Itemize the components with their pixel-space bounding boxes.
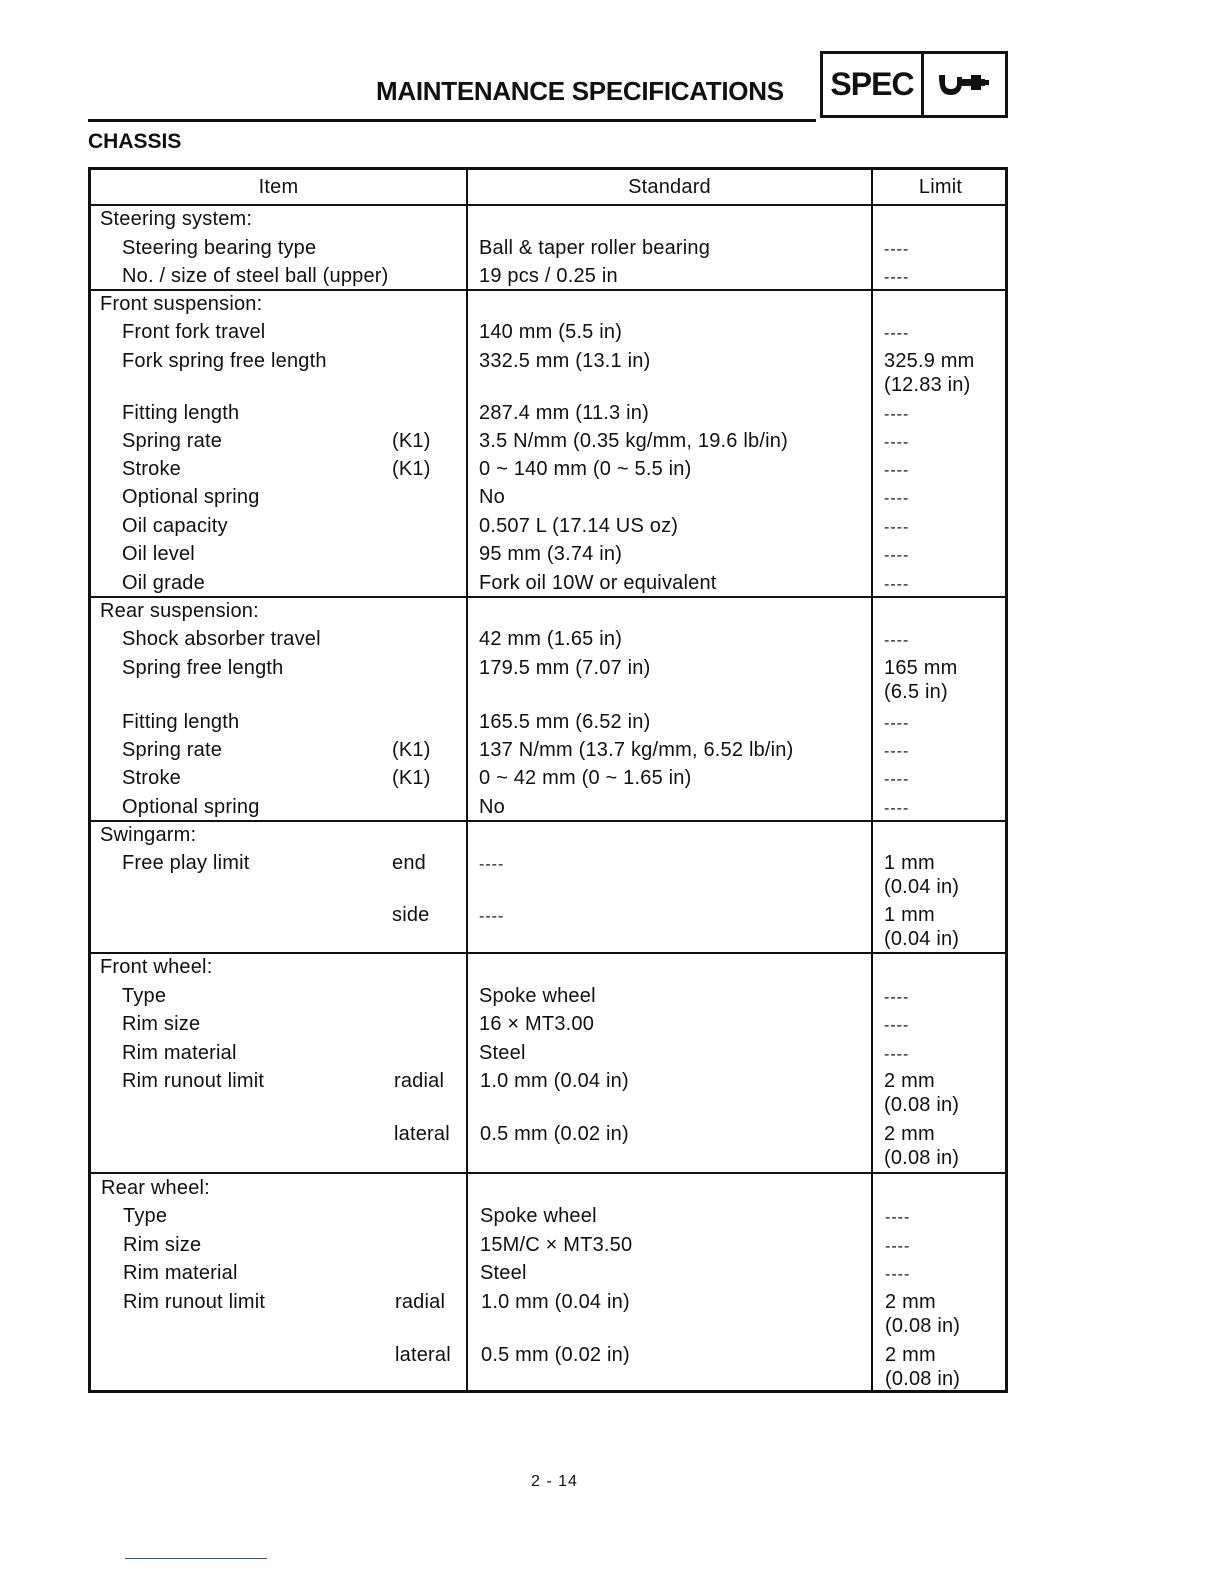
spec-badge-text: SPEC <box>823 54 924 115</box>
item-label: Fitting length <box>122 402 240 424</box>
header-rule <box>88 119 816 122</box>
item-label: Front fork travel <box>122 321 266 343</box>
standard-value: No <box>479 796 505 818</box>
standard-value: 179.5 mm (7.07 in) <box>479 657 651 679</box>
footer-line <box>125 1558 267 1559</box>
item-qualifier: radial <box>394 1070 445 1092</box>
limit-value-imperial: (0.04 in) <box>884 876 960 898</box>
item-label: Free play limit <box>122 852 250 874</box>
item-label: Rim material <box>123 1262 238 1284</box>
item-label: Spring rate <box>122 430 223 452</box>
limit-value: ---- <box>884 743 910 760</box>
standard-value: ---- <box>479 908 505 925</box>
limit-value: 1 mm <box>884 904 935 926</box>
item-label: Fitting length <box>122 711 240 733</box>
standard-value: 287.4 mm (11.3 in) <box>479 402 649 424</box>
standard-value: 0.507 L (17.14 US oz) <box>479 515 679 537</box>
limit-value: ---- <box>885 1209 911 1226</box>
standard-value: 140 mm (5.5 in) <box>479 321 623 343</box>
item-label: Stroke <box>122 458 182 480</box>
limit-value-imperial: (0.08 in) <box>884 1147 960 1169</box>
limit-value: 2 mm <box>885 1344 936 1366</box>
standard-value: 137 N/mm (13.7 kg/mm, 6.52 lb/in) <box>479 739 794 761</box>
limit-value-imperial: (0.04 in) <box>884 928 960 950</box>
page-title: MAINTENANCE SPECIFICATIONS <box>376 76 784 106</box>
limit-value: ---- <box>884 989 910 1006</box>
limit-value: 1 mm <box>884 852 935 874</box>
standard-value: 15M/C × MT3.50 <box>480 1234 633 1256</box>
section-heading-rear-suspension: Rear suspension: <box>100 600 259 622</box>
section-divider <box>91 952 1005 954</box>
standard-value: 42 mm (1.65 in) <box>479 628 623 650</box>
item-label: Optional spring <box>122 796 260 818</box>
limit-value: ---- <box>884 434 910 451</box>
limit-value: 2 mm <box>885 1291 936 1313</box>
limit-value: ---- <box>884 547 910 564</box>
item-label: Stroke <box>122 767 182 789</box>
item-qualifier: (K1) <box>392 458 431 480</box>
section-divider <box>91 596 1005 598</box>
header-divider <box>91 204 1005 206</box>
standard-value: 0 ~ 140 mm (0 ~ 5.5 in) <box>479 458 692 480</box>
limit-value-imperial: (0.08 in) <box>885 1315 961 1337</box>
standard-value: ---- <box>479 856 505 873</box>
standard-value: 0 ~ 42 mm (0 ~ 1.65 in) <box>479 767 692 789</box>
column-header-item: Item <box>258 176 299 198</box>
page-number: 2 - 14 <box>531 1473 578 1490</box>
item-label: Rim runout limit <box>123 1291 266 1313</box>
limit-value-imperial: (12.83 in) <box>884 374 971 396</box>
limit-value: ---- <box>884 325 910 342</box>
standard-value: 0.5 mm (0.02 in) <box>481 1344 630 1366</box>
item-label: Optional spring <box>122 486 260 508</box>
limit-value-imperial: (0.08 in) <box>885 1368 961 1390</box>
item-label: Rim runout limit <box>122 1070 265 1092</box>
item-qualifier: end <box>392 852 426 874</box>
wrench-icon <box>924 54 1005 115</box>
column-header-limit: Limit <box>918 176 963 198</box>
item-label: Rim size <box>123 1234 202 1256</box>
section-title: CHASSIS <box>88 130 182 153</box>
section-divider <box>91 289 1005 291</box>
limit-value: ---- <box>885 1238 911 1255</box>
limit-value: ---- <box>884 406 910 423</box>
item-qualifier: side <box>392 904 430 926</box>
item-label: Oil level <box>122 543 195 565</box>
limit-value: ---- <box>884 519 910 536</box>
limit-value: ---- <box>884 771 910 788</box>
limit-value: ---- <box>884 715 910 732</box>
item-label: Rim size <box>122 1013 201 1035</box>
standard-value: No <box>479 486 505 508</box>
item-qualifier: (K1) <box>392 430 431 452</box>
limit-value: ---- <box>884 241 910 258</box>
item-label: Oil capacity <box>122 515 228 537</box>
item-qualifier: lateral <box>395 1344 451 1366</box>
item-label: Type <box>122 985 167 1007</box>
section-heading-steering: Steering system: <box>100 208 253 230</box>
item-label: Rim material <box>122 1042 237 1064</box>
item-qualifier: (K1) <box>392 739 431 761</box>
item-label: Shock absorber travel <box>122 628 321 650</box>
standard-value: Steel <box>480 1262 527 1284</box>
chassis-spec-table <box>88 167 1008 1393</box>
limit-value: ---- <box>884 1046 910 1063</box>
standard-value: 1.0 mm (0.04 in) <box>480 1070 629 1092</box>
limit-value: ---- <box>884 800 910 817</box>
item-qualifier: radial <box>395 1291 446 1313</box>
column-header-standard: Standard <box>628 176 711 198</box>
standard-value: Spoke wheel <box>479 985 596 1007</box>
standard-value: Steel <box>479 1042 526 1064</box>
item-label: No. / size of steel ball (upper) <box>122 265 389 287</box>
standard-value: 165.5 mm (6.52 in) <box>479 711 651 733</box>
item-qualifier: (K1) <box>392 767 431 789</box>
limit-value: 2 mm <box>884 1123 935 1145</box>
section-heading-rear-wheel: Rear wheel: <box>101 1177 210 1199</box>
section-heading-front-suspension: Front suspension: <box>100 293 263 315</box>
limit-value: ---- <box>885 1266 911 1283</box>
limit-value-imperial: (0.08 in) <box>884 1094 960 1116</box>
limit-value-imperial: (6.5 in) <box>884 681 948 703</box>
item-label: Spring rate <box>122 739 223 761</box>
limit-value: ---- <box>884 269 910 286</box>
column-divider <box>871 170 873 1390</box>
item-label: Type <box>123 1205 168 1227</box>
limit-value: 165 mm <box>884 657 958 679</box>
column-divider <box>466 170 468 1390</box>
standard-value: 3.5 N/mm (0.35 kg/mm, 19.6 lb/in) <box>479 430 788 452</box>
limit-value: ---- <box>884 576 910 593</box>
item-label: Steering bearing type <box>122 237 317 259</box>
standard-value: 95 mm (3.74 in) <box>479 543 623 565</box>
section-divider <box>91 820 1005 822</box>
limit-value: ---- <box>884 632 910 649</box>
standard-value: 332.5 mm (13.1 in) <box>479 350 651 372</box>
section-heading-swingarm: Swingarm: <box>100 824 197 846</box>
limit-value: ---- <box>884 1017 910 1034</box>
standard-value: Spoke wheel <box>480 1205 597 1227</box>
standard-value: 1.0 mm (0.04 in) <box>481 1291 630 1313</box>
limit-value: ---- <box>884 490 910 507</box>
standard-value: 0.5 mm (0.02 in) <box>480 1123 629 1145</box>
item-label: Spring free length <box>122 657 284 679</box>
standard-value: 16 × MT3.00 <box>479 1013 595 1035</box>
spec-badge <box>820 51 1008 118</box>
standard-value: Ball & taper roller bearing <box>479 237 711 259</box>
item-label: Oil grade <box>122 572 205 594</box>
item-qualifier: lateral <box>394 1123 450 1145</box>
standard-value: Fork oil 10W or equivalent <box>479 572 717 594</box>
item-label: Fork spring free length <box>122 350 327 372</box>
limit-value: 325.9 mm <box>884 350 975 372</box>
standard-value: 19 pcs / 0.25 in <box>479 265 618 287</box>
section-divider <box>91 1172 1005 1174</box>
limit-value: 2 mm <box>884 1070 935 1092</box>
section-heading-front-wheel: Front wheel: <box>100 956 213 978</box>
limit-value: ---- <box>884 462 910 479</box>
